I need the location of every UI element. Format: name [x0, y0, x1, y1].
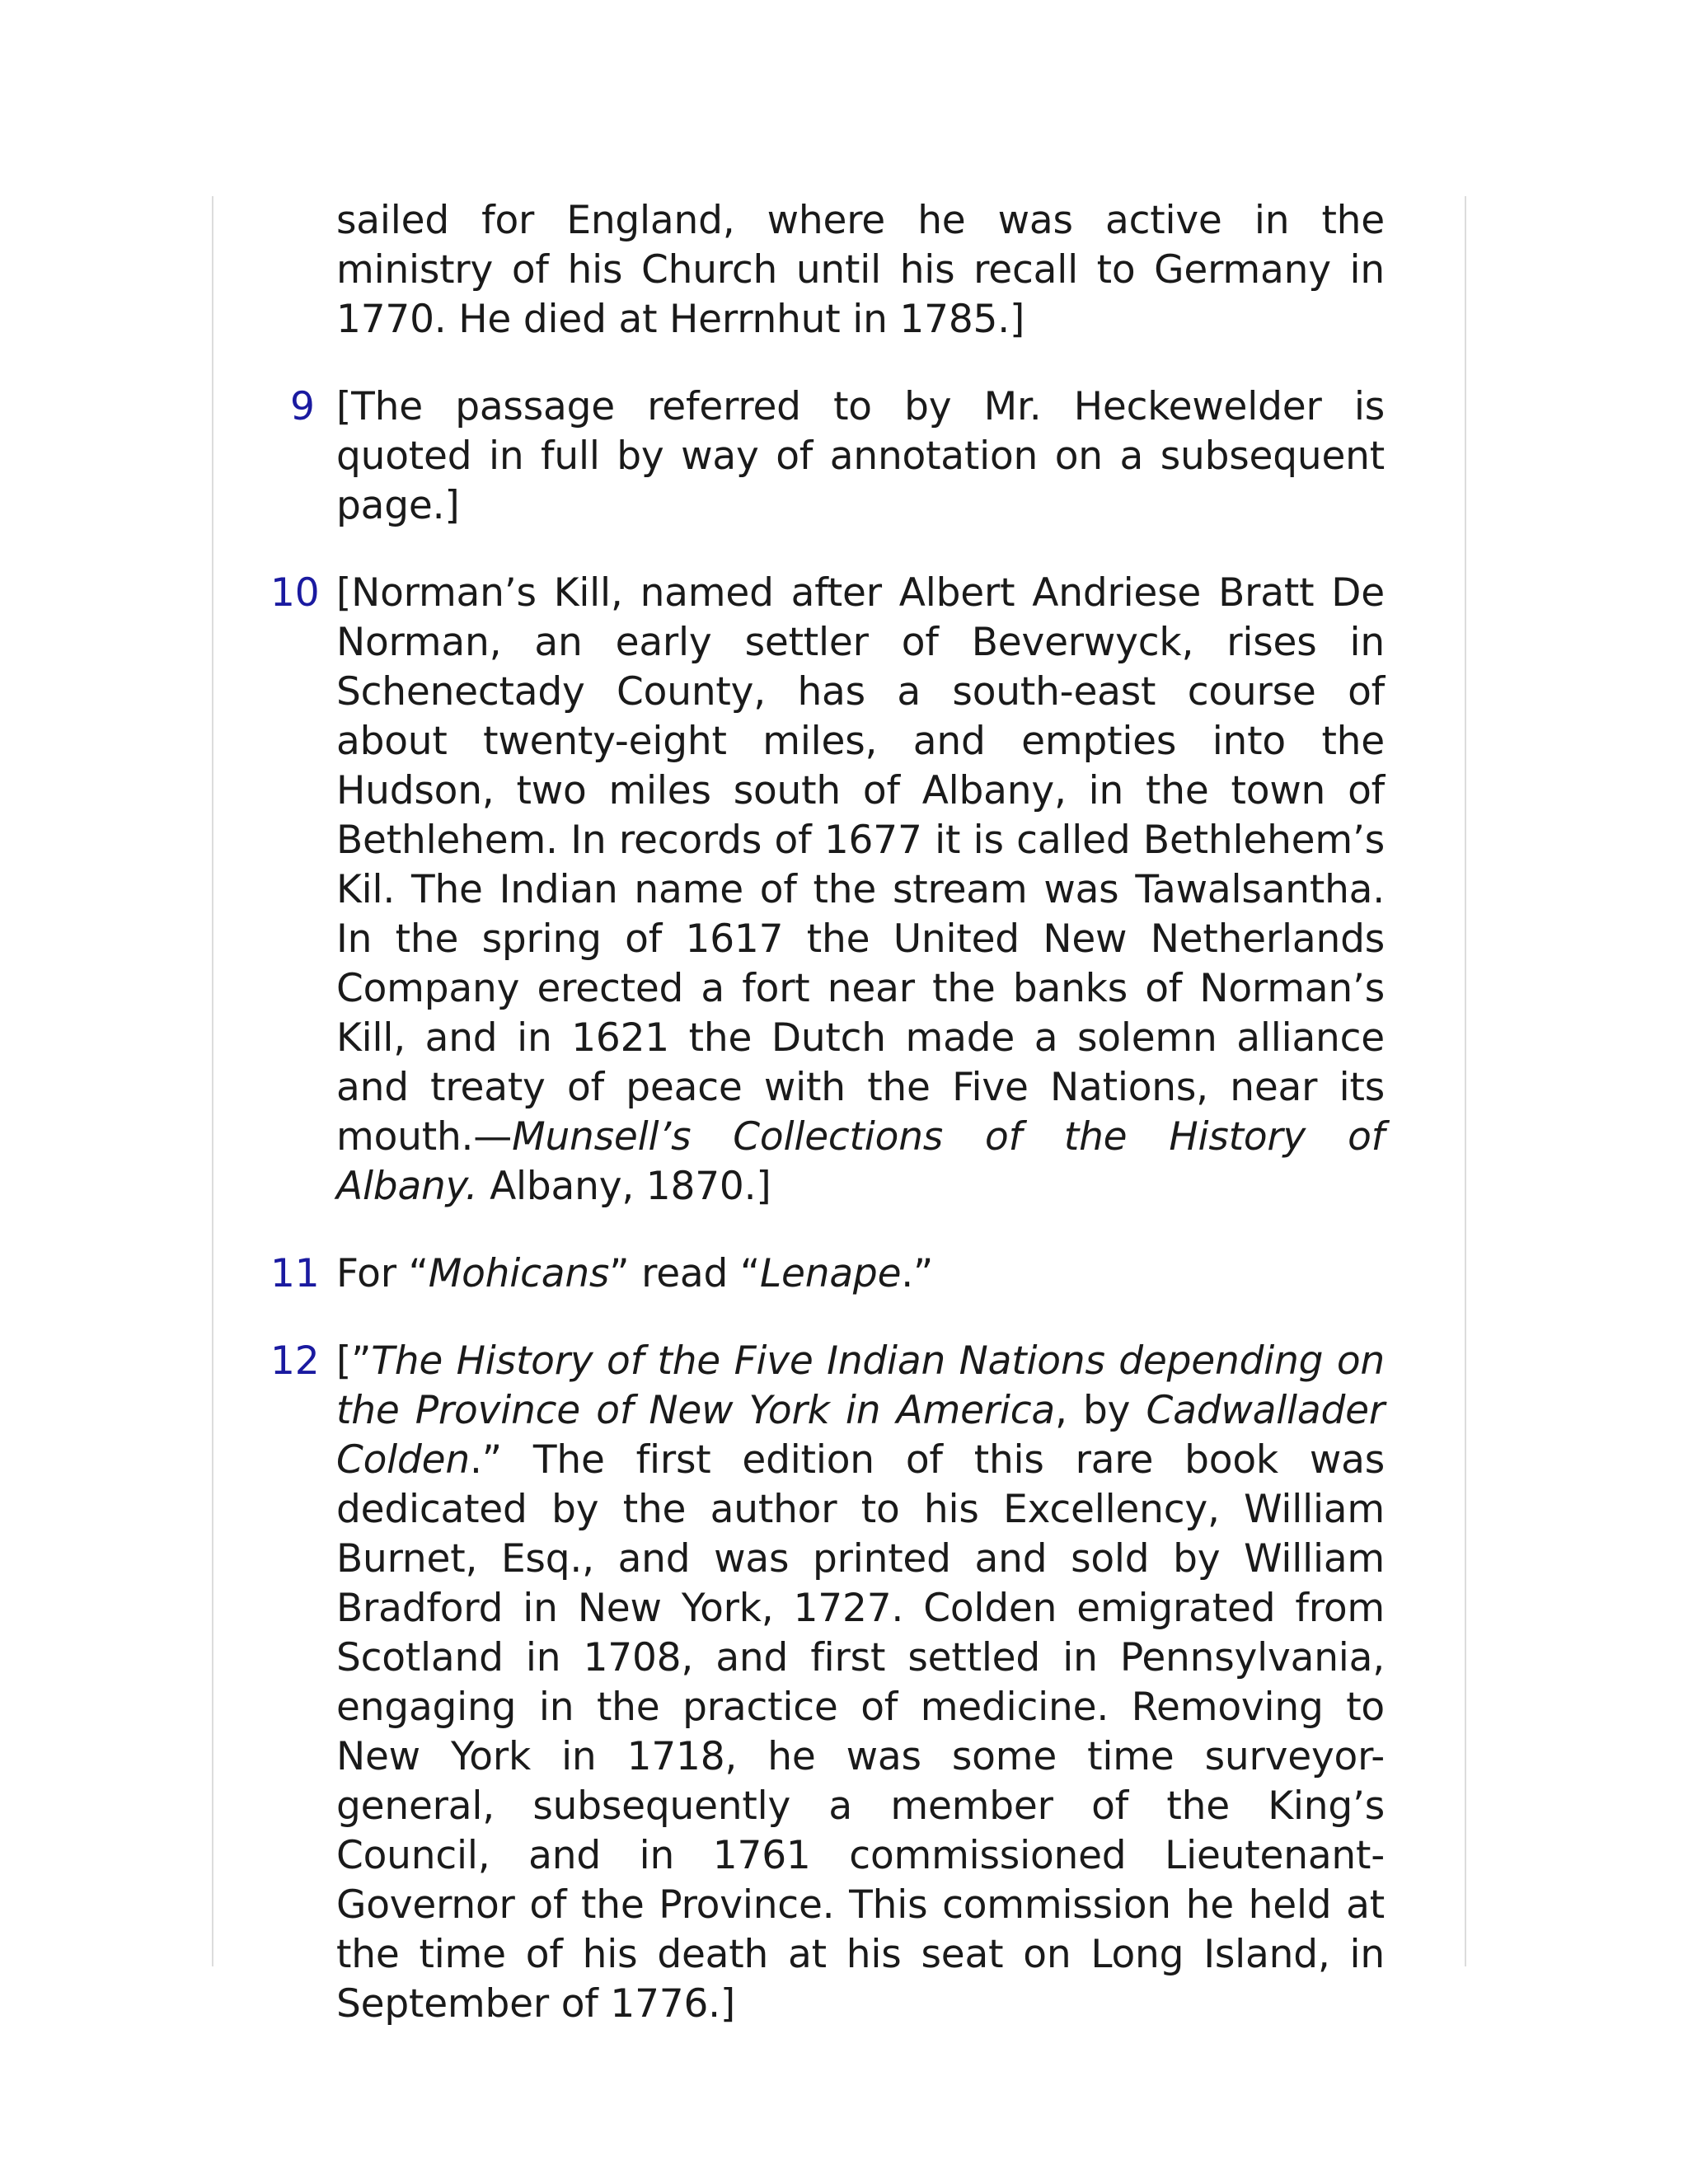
footnote-text-post: .” [901, 1251, 934, 1296]
footnote-number-link[interactable]: 9 [290, 384, 315, 429]
footnotes-page [272, 196, 1385, 2067]
footnote-number-link[interactable]: 10 [270, 570, 320, 616]
footnote-continuation [272, 196, 1385, 344]
source-citation: Munsell’s Collections of the History of Albany. [336, 1114, 1385, 1209]
footnote-number-link[interactable]: 11 [270, 1251, 320, 1296]
footnote-11 [272, 1249, 1385, 1299]
footnote-text: [Norman’s Kill, named after Albert Andriese Bratt De Norman, an early settler of Beverwyck, rises in Schenectady County, has a south-east course of about twenty-eight miles, and empties into the Hudson, two miles south of Albany, in the town of Bethlehem. In records of 1677 it is called Bethlehem’s Kil. The Indian name of the stream was Tawalsantha. In the spring of 1617 the United New Netherlands Company erected a fort near the banks of Norman’s Kill, and in 1621 the Dutch made a solemn alliance and treaty of peace with the Five Nations, near its mouth.— [336, 570, 1385, 1160]
footnote-10 [272, 569, 1385, 1212]
source-tail: Albany, 1870.] [477, 1164, 771, 1209]
footnote-text-mid: ” read “ [609, 1251, 761, 1296]
footnote-text: sailed for England, where he was active in the ministry of his Church until his recall to Germany in 1770. He died at Herrnhut in 1785.] [336, 198, 1385, 342]
quote-open: [” [336, 1338, 372, 1384]
footnote-9 [272, 382, 1385, 531]
italic-term: Lenape [760, 1251, 902, 1296]
footnote-number-link[interactable]: 12 [270, 1338, 320, 1384]
footnote-12 [272, 1337, 1385, 2029]
by-text: , by [1055, 1388, 1146, 1433]
author-name: Cadwallader Colden [336, 1388, 1385, 1483]
footnote-text: .” The first edition of this rare book was dedicated by the author to his Excellency, William Burnet, Esq., and was printed and sold by William Bradford in New York, 1727. Colden emigrated from Scotland in 1708, and first settled in Pennsylvania, engaging in the practice of medicine. Removing to New York in 1718, he was some time surveyor-general, subsequently a member of the King’s Council, and in 1761 commissioned Lieutenant-Governor of the Province. This commission he held at the time of his death at his seat on Long Island, in September of 1776.] [336, 1437, 1385, 2027]
footnote-text: [The passage referred to by Mr. Heckewelder is quoted in full by way of annotation on a subsequent page.] [336, 384, 1385, 528]
italic-term: Mohicans [428, 1251, 610, 1296]
left-margin-rule [212, 196, 213, 1966]
footnote-text-pre: For “ [336, 1251, 429, 1296]
book-title: The History of the Five Indian Nations depending on the Province of New York in America [336, 1338, 1385, 1433]
right-margin-rule [1465, 196, 1466, 1966]
